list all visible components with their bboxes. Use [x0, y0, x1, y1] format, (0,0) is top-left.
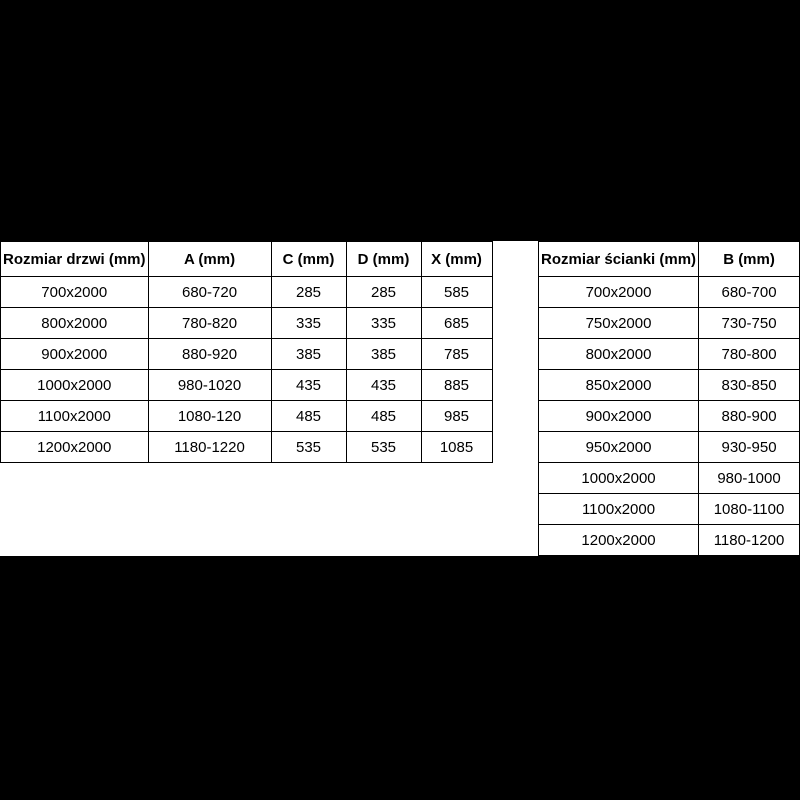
wall-panel-table-body: [539, 277, 800, 556]
table-row: [539, 494, 800, 525]
table-cell: 980-1020: [148, 370, 271, 401]
table-cell: 950x2000: [539, 432, 699, 463]
wall-panel-table-header-row: [539, 242, 800, 277]
table-cell: 1100x2000: [1, 401, 149, 432]
table-cell: 1180-1200: [699, 525, 800, 556]
table-cell: 1000x2000: [539, 463, 699, 494]
table-cell: 680-720: [148, 277, 271, 308]
column-header: D (mm): [346, 242, 421, 277]
table-cell: 385: [346, 339, 421, 370]
table-cell: 335: [271, 308, 346, 339]
table-row: [539, 525, 800, 556]
table-row: [1, 432, 493, 463]
table-cell: 585: [421, 277, 492, 308]
table-cell: 700x2000: [539, 277, 699, 308]
door-size-table: [0, 241, 493, 463]
table-row: [539, 370, 800, 401]
table-cell: 1085: [421, 432, 492, 463]
table-row: [1, 277, 493, 308]
table-cell: 335: [346, 308, 421, 339]
table-cell: 435: [346, 370, 421, 401]
table-cell: 730-750: [699, 308, 800, 339]
table-cell: 900x2000: [1, 339, 149, 370]
table-row: [1, 401, 493, 432]
table-row: [1, 308, 493, 339]
table-row: [539, 432, 800, 463]
column-header: Rozmiar ścianki (mm): [539, 242, 699, 277]
table-cell: 800x2000: [539, 339, 699, 370]
wall-panel-size-table: [538, 241, 800, 556]
table-cell: 285: [346, 277, 421, 308]
table-cell: 285: [271, 277, 346, 308]
table-cell: 1180-1220: [148, 432, 271, 463]
table-cell: 680-700: [699, 277, 800, 308]
table-cell: 930-950: [699, 432, 800, 463]
table-cell: 1200x2000: [539, 525, 699, 556]
table-cell: 385: [271, 339, 346, 370]
table-cell: 900x2000: [539, 401, 699, 432]
table-cell: 1080-1100: [699, 494, 800, 525]
column-header: X (mm): [421, 242, 492, 277]
table-cell: 485: [346, 401, 421, 432]
table-cell: 880-900: [699, 401, 800, 432]
table-cell: 535: [271, 432, 346, 463]
table-cell: 535: [346, 432, 421, 463]
table-row: [1, 370, 493, 401]
table-cell: 850x2000: [539, 370, 699, 401]
table-row: [539, 277, 800, 308]
column-header: C (mm): [271, 242, 346, 277]
table-cell: 1000x2000: [1, 370, 149, 401]
door-size-table-body: [1, 277, 493, 463]
table-cell: 750x2000: [539, 308, 699, 339]
table-cell: 885: [421, 370, 492, 401]
table-cell: 685: [421, 308, 492, 339]
door-size-table-header-row: [1, 242, 493, 277]
column-header: B (mm): [699, 242, 800, 277]
table-cell: 435: [271, 370, 346, 401]
table-cell: 485: [271, 401, 346, 432]
table-cell: 700x2000: [1, 277, 149, 308]
table-cell: 1080-120: [148, 401, 271, 432]
column-header: Rozmiar drzwi (mm): [1, 242, 149, 277]
table-cell: 800x2000: [1, 308, 149, 339]
table-cell: 1200x2000: [1, 432, 149, 463]
table-cell: 780-800: [699, 339, 800, 370]
table-cell: 830-850: [699, 370, 800, 401]
table-row: [1, 339, 493, 370]
table-cell: 785: [421, 339, 492, 370]
table-row: [539, 339, 800, 370]
table-cell: 985: [421, 401, 492, 432]
table-cell: 780-820: [148, 308, 271, 339]
table-cell: 980-1000: [699, 463, 800, 494]
table-row: [539, 463, 800, 494]
table-row: [539, 308, 800, 339]
table-cell: 880-920: [148, 339, 271, 370]
table-cell: 1100x2000: [539, 494, 699, 525]
column-header: A (mm): [148, 242, 271, 277]
table-row: [539, 401, 800, 432]
